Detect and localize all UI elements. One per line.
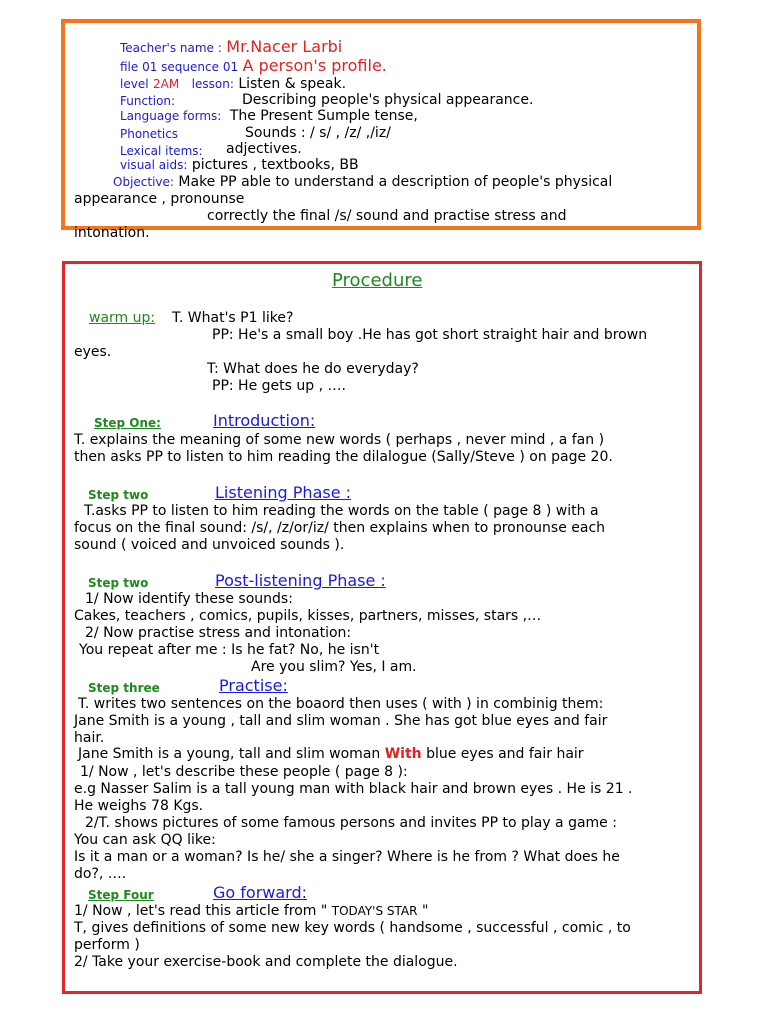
practise-line: do?, …. bbox=[74, 866, 127, 882]
step-two-line: focus on the final sound: /s/, /z/or/iz/ then explains when to pronounse each bbox=[74, 520, 606, 536]
warmup-line: eyes. bbox=[74, 344, 112, 360]
language-row bbox=[120, 108, 418, 125]
objective-line3: correctly the final /s/ sound and practise stress and bbox=[207, 208, 567, 224]
practise-with-word: With bbox=[384, 746, 422, 762]
teacher-label: Teacher's name : bbox=[120, 41, 222, 55]
practise-line: He weighs 78 Kgs. bbox=[74, 798, 204, 814]
go-forward-pre: 1/ Now , let's read this article from " bbox=[74, 903, 328, 919]
post-listening-line: 2/ Now practise stress and intonation: bbox=[85, 625, 352, 641]
lesson-value: Listen & speak. bbox=[238, 76, 347, 92]
step-two-label: Step two bbox=[88, 488, 149, 502]
step-one-label: Step One: bbox=[94, 416, 161, 430]
objective-line1: Make PP able to understand a description of people's physical bbox=[178, 174, 613, 190]
level-row bbox=[120, 76, 346, 93]
practise-line: e.g Nasser Salim is a tall young man with black hair and brown eyes . He is 21 . bbox=[74, 781, 633, 797]
visual-value: pictures , textbooks, BB bbox=[191, 157, 359, 173]
practise-with-line bbox=[78, 746, 584, 763]
practise-line: 2/T. shows pictures of some famous persons and invites PP to play a game : bbox=[85, 815, 617, 831]
file-row bbox=[120, 57, 387, 76]
practise-with-pre: Jane Smith is a young, tall and slim woman bbox=[78, 746, 381, 762]
step-four-title: Go forward: bbox=[213, 883, 308, 902]
step-one-line: then asks PP to listen to him reading the dilalogue (Sally/Steve ) on page 20. bbox=[74, 449, 613, 465]
practise-line: 1/ Now , let's describe these people ( page 8 ): bbox=[80, 764, 408, 780]
step-four-label: Step Four bbox=[88, 888, 154, 902]
post-listening-title: Post-listening Phase : bbox=[215, 571, 386, 590]
visual-row bbox=[120, 157, 359, 174]
function-label: Function: bbox=[120, 94, 176, 108]
post-listening-line: 1/ Now identify these sounds: bbox=[85, 591, 293, 607]
step-two-line: T.asks PP to listen to him reading the words on the table ( page 8 ) with a bbox=[84, 503, 599, 519]
objective-line2: appearance , pronounse bbox=[74, 191, 245, 207]
file-label: file 01 sequence 01 bbox=[120, 60, 239, 74]
go-forward-line: perform ) bbox=[74, 937, 140, 953]
level-label: level bbox=[120, 77, 149, 91]
post-listening-line: Are you slim? Yes, I am. bbox=[251, 659, 417, 675]
procedure-title: Procedure bbox=[332, 270, 423, 291]
teacher-name: Mr.Nacer Larbi bbox=[226, 37, 343, 56]
objective-line4: intonation. bbox=[74, 225, 150, 237]
step-one-title: Introduction: bbox=[213, 411, 316, 430]
phonetics-value: Sounds : / s/ , /z/ ,/iz/ bbox=[245, 125, 391, 141]
lexical-value: adjectives. bbox=[226, 141, 302, 157]
lesson-title: A person's profile. bbox=[242, 56, 387, 75]
visual-label: visual aids: bbox=[120, 158, 188, 172]
warmup-line: PP: He gets up , …. bbox=[212, 378, 346, 394]
objective-label: Objective: bbox=[113, 175, 174, 189]
lesson-label: lesson: bbox=[191, 77, 234, 91]
practise-with-post: blue eyes and fair hair bbox=[426, 746, 584, 762]
go-forward-line: 2/ Take your exercise-book and complete the dialogue. bbox=[74, 954, 458, 970]
objective-row bbox=[113, 174, 612, 191]
practise-line: hair. bbox=[74, 730, 105, 746]
phonetics-label: Phonetics bbox=[120, 127, 179, 141]
post-listening-step-label: Step two bbox=[88, 576, 149, 590]
level-value: 2AM bbox=[153, 77, 180, 91]
practise-line: T. writes two sentences on the boaord then uses ( with ) in combinig them: bbox=[78, 696, 604, 712]
go-forward-line: T, gives definitions of some new key words ( handsome , successful , comic , to bbox=[74, 920, 631, 936]
warmup-line: PP: He's a small boy .He has got short straight hair and brown bbox=[212, 327, 648, 343]
todays-star-text: TODAY'S STAR bbox=[331, 904, 418, 918]
go-forward-line bbox=[74, 903, 428, 920]
post-listening-line: Cakes, teachers , comics, pupils, kisses, partners, misses, stars ,… bbox=[74, 608, 542, 624]
language-label: Language forms: bbox=[120, 109, 222, 123]
go-forward-post: " bbox=[421, 903, 429, 919]
step-three-title: Practise: bbox=[219, 676, 288, 695]
teacher-row bbox=[120, 38, 342, 57]
step-two-line: sound ( voiced and unvoiced sounds ). bbox=[74, 537, 345, 553]
warmup-label: warm up: bbox=[89, 310, 156, 326]
warmup-line: T: What does he do everyday? bbox=[207, 361, 419, 377]
lexical-label: Lexical items: bbox=[120, 144, 203, 158]
practise-line: Is it a man or a woman? Is he/ she a singer? Where is he from ? What does he bbox=[74, 849, 620, 865]
language-value: The Present Sumple tense, bbox=[229, 108, 418, 124]
step-one-line: T. explains the meaning of some new words ( perhaps , never mind , a fan ) bbox=[74, 432, 605, 448]
function-value: Describing people's physical appearance. bbox=[242, 92, 534, 108]
post-listening-line: You repeat after me : Is he fat? No, he isn't bbox=[79, 642, 380, 658]
practise-line: Jane Smith is a young , tall and slim woman . She has got blue eyes and fair bbox=[74, 713, 608, 729]
practise-line: You can ask QQ like: bbox=[74, 832, 216, 848]
warmup-line: T. What's P1 like? bbox=[172, 310, 294, 326]
step-three-label: Step three bbox=[88, 681, 160, 695]
step-two-title: Listening Phase : bbox=[215, 483, 352, 502]
